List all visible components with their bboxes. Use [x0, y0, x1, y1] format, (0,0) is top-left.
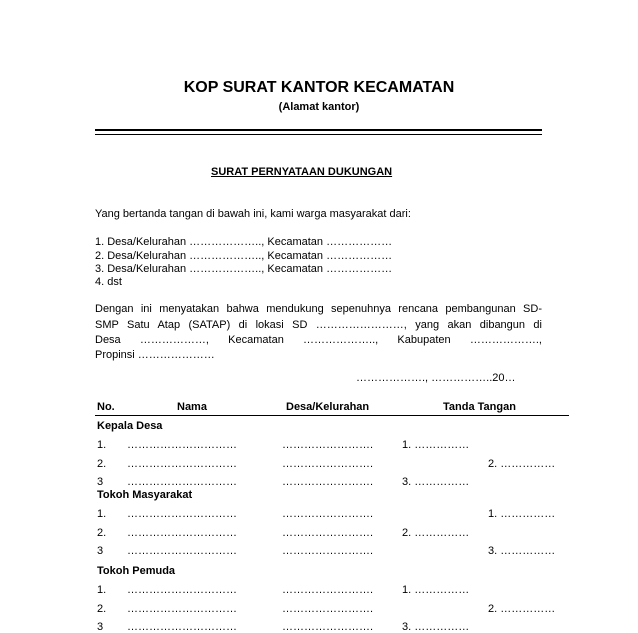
table-row-village-dots: ……………………. — [282, 621, 374, 633]
village-list-item: 2. Desa/Kelurahan ……………….., Kecamatan ……………… — [95, 250, 393, 262]
table-row-signature: 1. …………… — [402, 439, 470, 451]
letterhead-address: (Alamat kantor) — [278, 101, 360, 113]
table-row-number: 1. — [97, 439, 107, 451]
table-header-village: Desa/Kelurahan — [286, 401, 370, 413]
table-row-village-dots: ……………………. — [282, 508, 374, 520]
table-group-label: Tokoh Masyarakat — [97, 489, 193, 501]
table-row-signature: 2. …………… — [488, 602, 556, 615]
table-row-signature: 1. …………… — [488, 508, 556, 520]
table-row-signature: 3. …………… — [402, 621, 470, 633]
statement-line: Dengan ini menyatakan bahwa mendukung sepenuhnya rencana pembangunan SD- — [95, 303, 542, 315]
table-row-number: 2. — [97, 457, 107, 470]
document-heading: SURAT PERNYATAAN DUKUNGAN — [211, 166, 393, 178]
table-row-village-dots: ……………………. — [282, 545, 374, 557]
table-row-number: 3 — [97, 621, 104, 633]
table-row-number: 3 — [97, 545, 104, 557]
table-group-label: Tokoh Pemuda — [97, 565, 176, 577]
table-row-village-dots: ……………………. — [282, 457, 374, 470]
table-group-label: Kepala Desa — [97, 420, 163, 432]
table-header-rule — [95, 415, 569, 416]
table-row-number: 1. — [97, 584, 107, 596]
table-row-name-dots: ………………………… — [127, 545, 237, 557]
table-row-signature: 2. …………… — [488, 457, 556, 470]
table-row-name-dots: ………………………… — [127, 584, 237, 596]
table-row-village-dots: ……………………. — [282, 584, 374, 596]
village-list-item: 4. dst — [95, 276, 122, 288]
table-row-signature: 1. …………… — [402, 584, 470, 596]
table-header-name: Nama — [177, 401, 207, 413]
table-row-name-dots: ………………………… — [127, 476, 237, 488]
date-line: ………………., ……………..20… — [356, 372, 516, 384]
table-row-name-dots: ………………………… — [127, 457, 237, 470]
village-list-item: 3. Desa/Kelurahan ……………….., Kecamatan ……………… — [95, 263, 393, 275]
table-row-number: 2. — [97, 526, 107, 539]
table-row-name-dots: ………………………… — [127, 508, 237, 520]
letterhead-divider — [95, 129, 542, 131]
table-row-signature: 3. …………… — [488, 545, 556, 557]
table-row-number: 1. — [97, 508, 107, 520]
table-row-number: 3 — [97, 476, 104, 488]
statement-line: Propinsi ………………… — [95, 349, 215, 361]
intro-text: Yang bertanda tangan di bawah ini, kami warga masyarakat dari: — [95, 208, 411, 220]
letterhead-divider-thin — [95, 134, 542, 135]
table-row-village-dots: ……………………. — [282, 476, 374, 488]
table-row-name-dots: ………………………… — [127, 602, 237, 615]
letterhead-title: KOP SURAT KANTOR KECAMATAN — [183, 79, 455, 96]
table-row-name-dots: ………………………… — [127, 439, 237, 451]
table-header-no: No. — [97, 401, 115, 413]
statement-line: Desa ………………, Kecamatan ……………….., Kabupaten ………………., — [95, 334, 542, 346]
table-row-village-dots: ……………………. — [282, 439, 374, 451]
statement-line: SMP Satu Atap (SATAP) di lokasi SD ……………………, yang akan dibangun di — [95, 319, 542, 331]
table-row-signature: 3. …………… — [402, 476, 470, 488]
table-header-signature: Tanda Tangan — [443, 401, 516, 413]
table-row-number: 2. — [97, 602, 107, 615]
table-row-signature: 2. …………… — [402, 526, 470, 539]
table-row-village-dots: ……………………. — [282, 526, 374, 539]
table-row-name-dots: ………………………… — [127, 621, 237, 633]
village-list-item: 1. Desa/Kelurahan ……………….., Kecamatan ……………… — [95, 236, 393, 248]
table-row-village-dots: ……………………. — [282, 602, 374, 615]
table-row-name-dots: ………………………… — [127, 526, 237, 539]
